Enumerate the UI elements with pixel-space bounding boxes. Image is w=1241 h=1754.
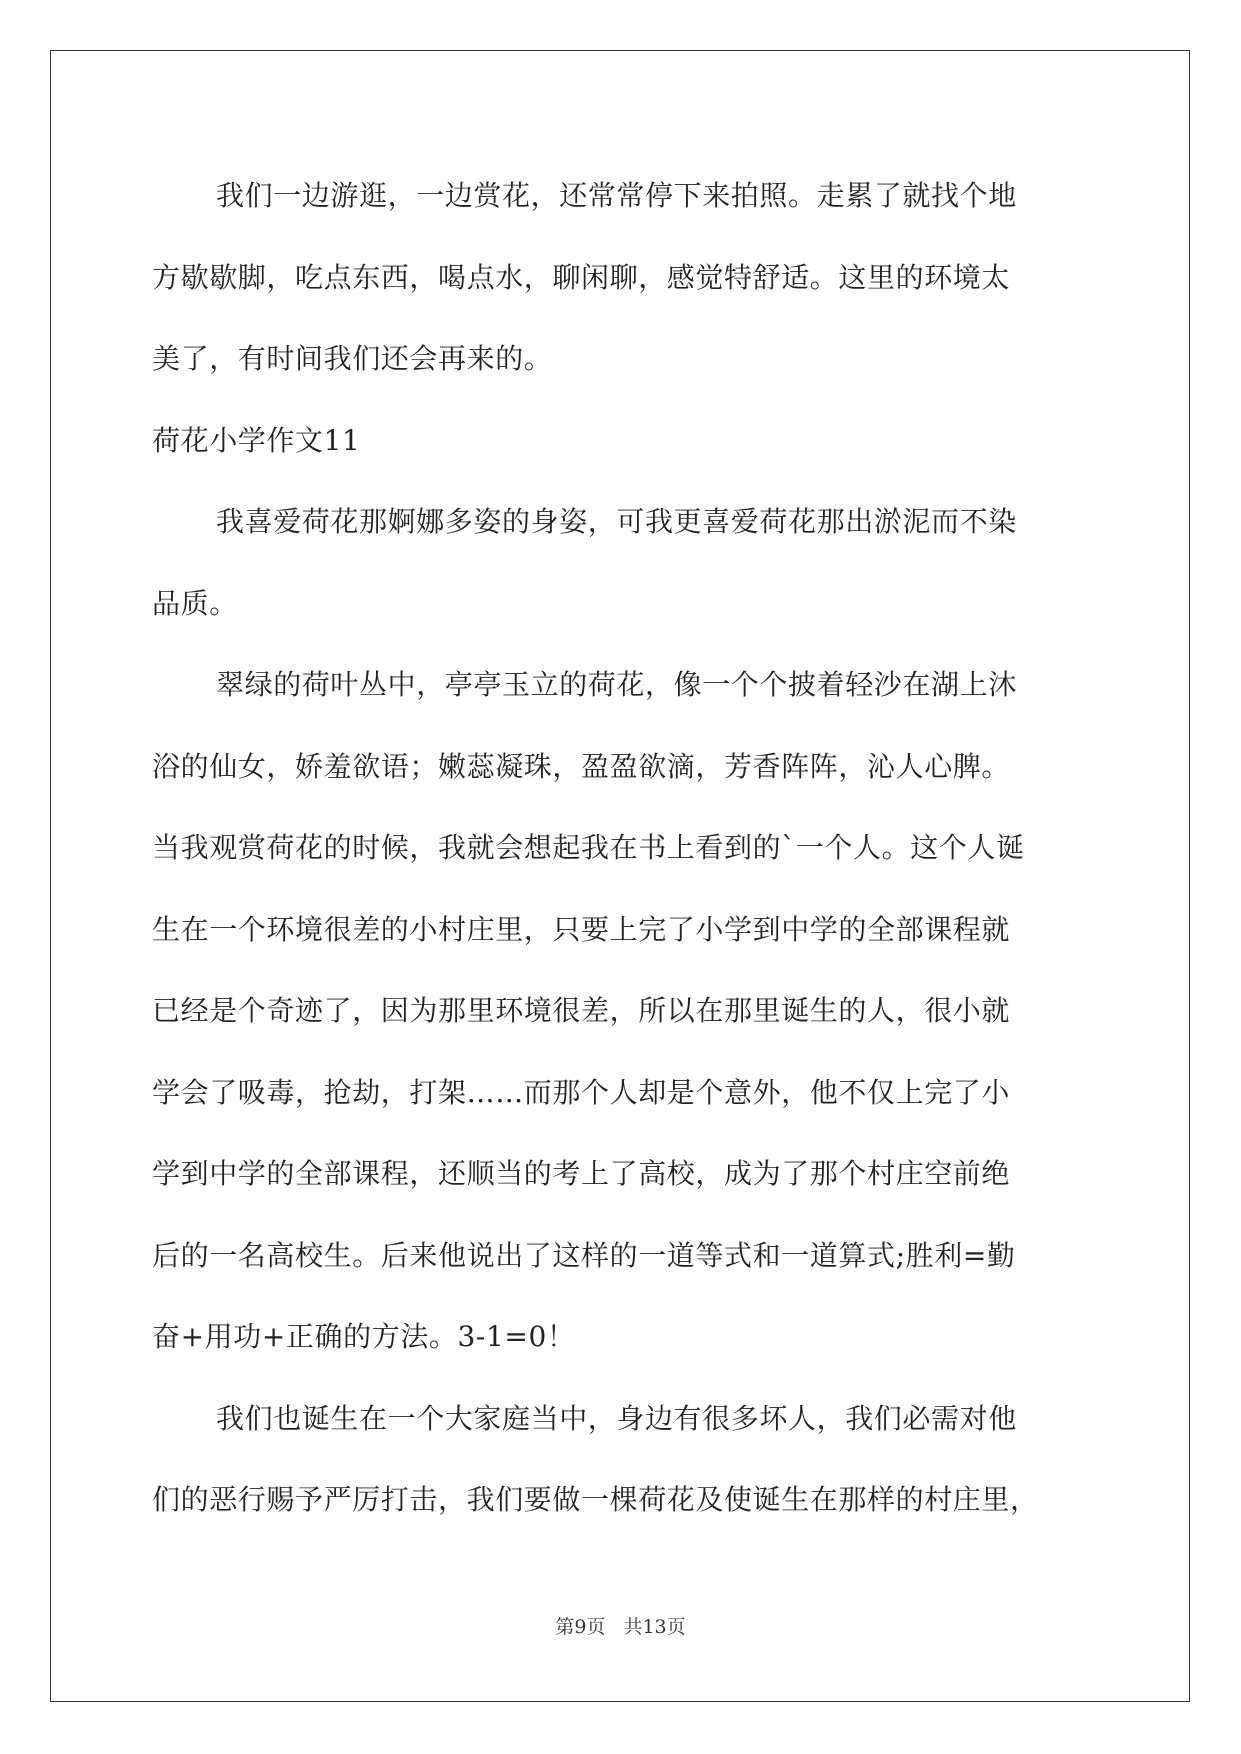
page-footer [0, 1612, 1241, 1639]
text-line-14: 后的一名高校生。后来他说出了这样的一道等式和一道算式;胜利=勤 [152, 1238, 1016, 1272]
section-heading: 荷花小学作文11 [152, 423, 361, 457]
page-total: 共13页 [623, 1616, 686, 1638]
text-line-10: 生在一个环境很差的小村庄里，只要上完了小学到中学的全部课程就 [152, 912, 1011, 946]
text-line-3: 美了，有时间我们还会再来的。 [152, 342, 553, 375]
text-line-15: 奋+用功+正确的方法。3-1=0！ [152, 1320, 576, 1353]
text-line-13: 学到中学的全部课程，还顺当的考上了高校，成为了那个村庄空前绝 [152, 1157, 1011, 1190]
text-line-5: 我喜爱荷花那婀娜多姿的身姿，可我更喜爱荷花那出淤泥而不染 [216, 505, 1017, 538]
text-line-6: 品质。 [152, 586, 238, 620]
document-body [152, 155, 1097, 1541]
text-line-9: 当我观赏荷花的时候，我就会想起我在书上看到的`一个人。这个人诞 [152, 831, 1025, 864]
page-number: 第9页 [555, 1616, 606, 1638]
text-line-2: 方歇歇脚，吃点东西，喝点水，聊闲聊，感觉特舒适。这里的环境太 [152, 260, 1011, 294]
text-line-11: 已经是个奇迹了，因为那里环境很差，所以在那里诞生的人，很小就 [152, 994, 1011, 1027]
text-line-16: 我们也诞生在一个大家庭当中，身边有很多坏人，我们必需对他 [216, 1401, 1017, 1435]
text-line-17: 们的恶行赐予严厉打击，我们要做一棵荷花及使诞生在那样的村庄里， [152, 1483, 1039, 1516]
text-line-7: 翠绿的荷叶丛中，亭亭玉立的荷花，像一个个披着轻沙在湖上沐 [216, 668, 1017, 701]
text-line-12: 学会了吸毒，抢劫，打架……而那个人却是个意外，他不仅上完了小 [152, 1075, 1011, 1109]
text-line-1: 我们一边游逛，一边赏花，还常常停下来拍照。走累了就找个地 [216, 179, 1017, 212]
text-line-8: 浴的仙女，娇羞欲语；嫩蕊凝珠，盈盈欲滴，芳香阵阵，沁人心脾。 [152, 749, 1011, 783]
